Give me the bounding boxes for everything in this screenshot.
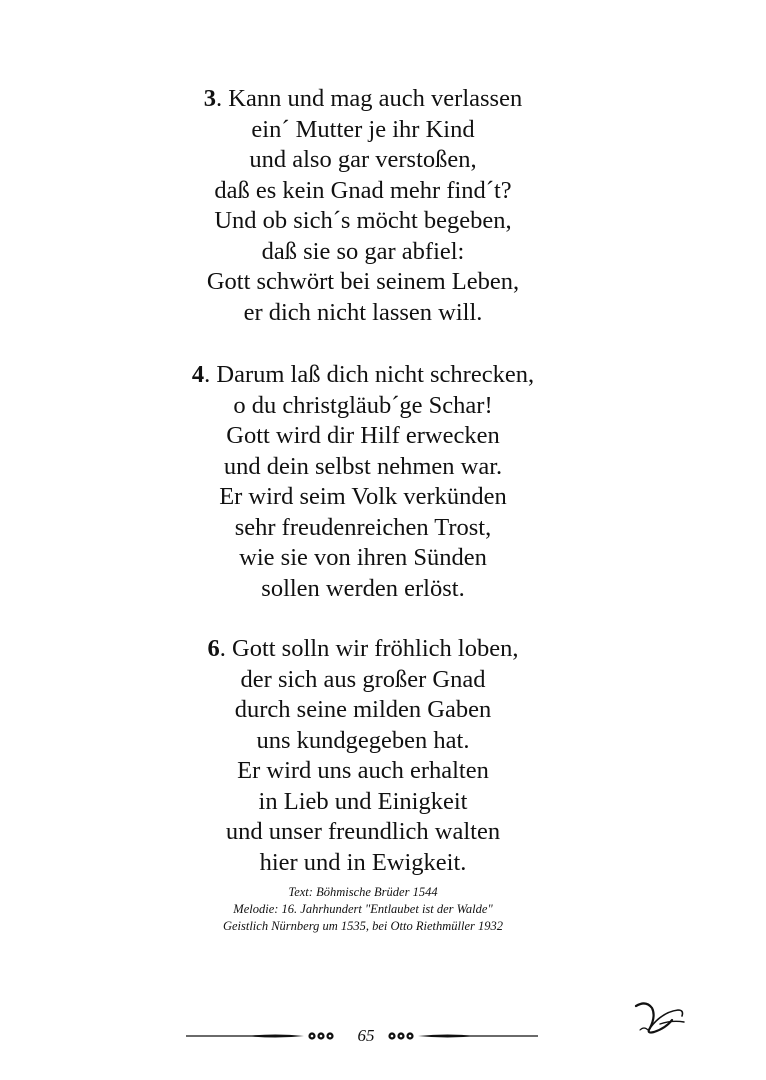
verse-number: 6 <box>207 635 220 662</box>
verse-line: und unser freundlich walten <box>225 818 501 845</box>
verse-line: er dich nicht lassen will. <box>243 298 483 326</box>
verse-line-text: . Darum laß dich nicht schrecken, <box>204 361 535 388</box>
verse-line: Er wird seim Volk verkünden <box>219 483 507 510</box>
verse-line: und dein selbst nehmen war. <box>223 452 503 480</box>
verse-line: in Lieb und Einigkeit <box>258 787 468 815</box>
verse-3 <box>0 84 726 328</box>
verse-line: uns kundgegeben hat. <box>256 726 470 754</box>
text-credit: Text: Böhmische Brüder 1544 <box>288 885 438 899</box>
verse-line: sollen werden erlöst. <box>261 574 465 602</box>
verse-line: o du christgläub´ge Schar! <box>233 391 493 419</box>
source-credit: Geistlich Nürnberg um 1535, bei Otto Riethmüller 1932 <box>222 919 504 933</box>
hymn-credits <box>0 884 726 935</box>
verse-4 <box>0 360 726 604</box>
verse-line: wie sie von ihren Sünden <box>239 544 487 571</box>
verse-line: durch seine milden Gaben <box>234 696 492 723</box>
verse-6 <box>0 634 726 878</box>
verse-number: 4 <box>191 361 205 388</box>
melody-credit: Melodie: 16. Jahrhundert "Entlaubet ist der Walde" <box>233 902 493 916</box>
verse-line: daß es kein Gnad mehr find´t? <box>214 176 512 204</box>
verse-first-line <box>0 634 726 665</box>
verse-first-line <box>0 84 726 115</box>
verse-line: daß sie so gar abfiel: <box>261 237 465 265</box>
verse-line: Gott schwört bei seinem Leben, <box>206 268 520 295</box>
verse-line: sehr freudenreichen Trost, <box>234 513 492 541</box>
verse-line: hier und in Ewigkeit. <box>259 848 467 876</box>
calligraphic-flourish-icon <box>632 998 688 1038</box>
verse-line-text: . Kann und mag auch verlassen <box>216 85 523 112</box>
verse-line: Er wird uns auch erhalten <box>237 757 489 784</box>
page-number: 65 <box>357 1026 375 1045</box>
verse-line: und also gar verstoßen, <box>249 146 477 173</box>
verse-number: 3 <box>203 85 217 112</box>
verse-line-text: . Gott solln wir fröhlich loben, <box>219 635 519 662</box>
page-footer <box>186 1024 546 1048</box>
verse-line: ein´ Mutter je ihr Kind <box>251 115 475 143</box>
verse-first-line <box>0 360 726 391</box>
verse-line: Und ob sich´s möcht begeben, <box>214 207 512 234</box>
verse-line: der sich aus großer Gnad <box>240 665 486 693</box>
verse-line: Gott wird dir Hilf erwecken <box>226 422 500 449</box>
